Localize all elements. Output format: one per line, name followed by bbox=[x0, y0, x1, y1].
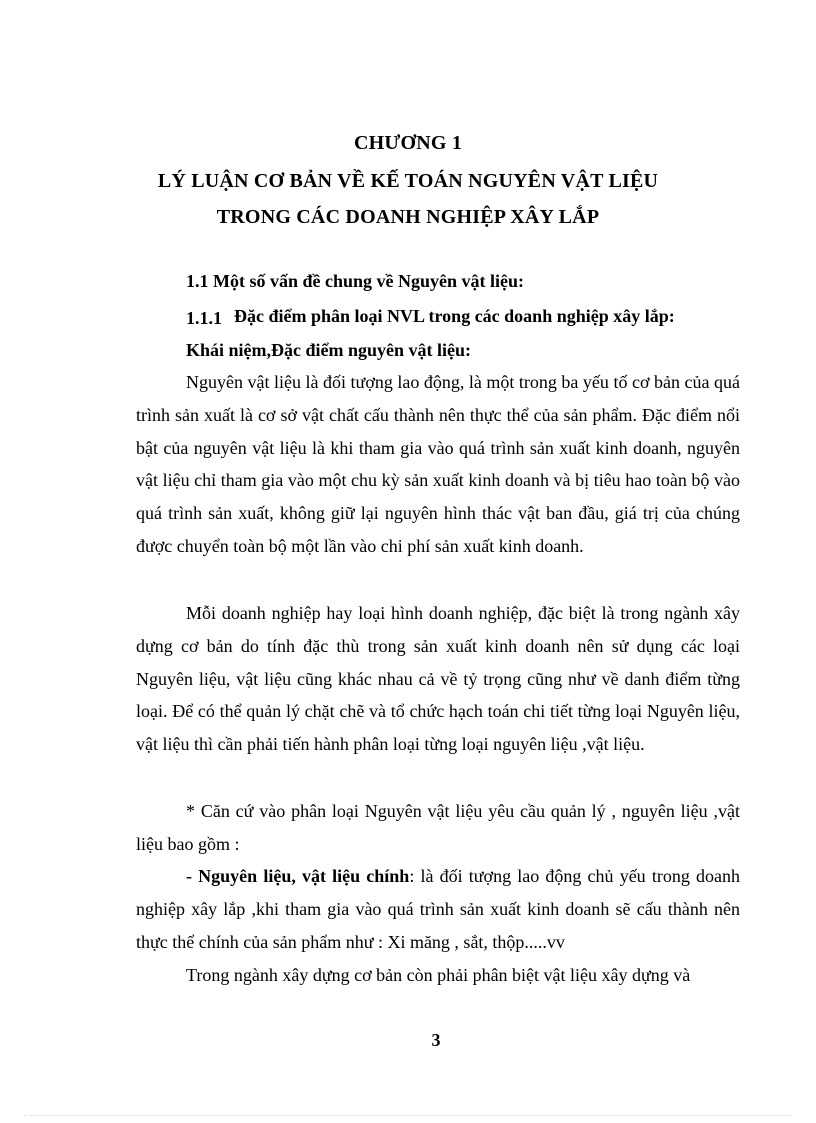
page-bottom-border bbox=[24, 1115, 792, 1116]
section-number-1-1-1: 1.1.1 bbox=[186, 308, 222, 328]
main-materials-term: - Nguyên liệu, vật liệu chính bbox=[186, 866, 410, 886]
paragraph-main-materials bbox=[136, 860, 740, 958]
page-number: 3 bbox=[431, 1030, 441, 1050]
section-heading-1-1: 1.1 Một số vấn đề chung về Nguyên vật liệu: bbox=[186, 271, 525, 291]
paragraph-definition: Nguyên vật liệu là đối tượng lao động, là một trong ba yếu tố cơ bản của quá trình sản xuất là cơ sở vật chất cấu thành nên thực thể của sản phẩm. Đặc điểm nổi bật của nguyên vật liệu là khi tham gia vào quá trình sản xuất kinh doanh, nguyên vật liệu chỉ tham gia vào một chu kỳ sản xuất kinh doanh và bị tiêu hao toàn bộ vào quá trình sản xuất, không giữ lại nguyên hình thác vật ban đầu, giá trị của chúng được chuyển toàn bộ một lần vào chi phí sản xuất kinh doanh. bbox=[136, 372, 740, 556]
paragraph-classification-basis: * Căn cứ vào phân loại Nguyên vật liệu yêu cầu quản lý , nguyên liệu ,vật liệu bao gồm : bbox=[136, 801, 740, 854]
chapter-title-line-1: LÝ LUẬN CƠ BẢN VỀ KẾ TOÁN NGUYÊN VẬT LIỆU bbox=[157, 170, 659, 192]
chapter-title-line-2: TRONG CÁC DOANH NGHIỆP XÂY LẮP bbox=[216, 206, 600, 228]
paragraph-classification: Mỗi doanh nghiệp hay loại hình doanh nghiệp, đặc biệt là trong ngành xây dựng cơ bản do tính đặc thù trong sản xuất kinh doanh nên sử dụng các loại Nguyên liệu, vật liệu cũng khác nhau cả về tỷ trọng cũng như về danh điểm từng loại. Để có thể quản lý chặt chẽ và tổ chức hạch toán chi tiết từng loại Nguyên liệu, vật liệu thì cần phải tiến hành phân loại từng loại nguyên liệu ,vật liệu. bbox=[136, 603, 740, 755]
subsection-heading-concept: Khái niệm,Đặc điểm nguyên vật liệu: bbox=[186, 340, 472, 360]
paragraph-construction-materials: Trong ngành xây dựng cơ bản còn phải phân biệt vật liệu xây dựng và bbox=[186, 965, 691, 985]
chapter-label: CHƯƠNG 1 bbox=[353, 132, 463, 154]
section-heading-1-1-1: Đặc điểm phân loại NVL trong các doanh nghiệp xây lắp: bbox=[234, 306, 675, 326]
main-materials-description: : là đối tượng lao động chủ yếu trong doanh nghiệp xây lắp ,khi tham gia vào quá trình sản xuất kinh doanh sẽ cấu thành nên thực thể chính của sản phẩm như : Xi măng , sắt, thộp.....vv bbox=[136, 866, 740, 952]
